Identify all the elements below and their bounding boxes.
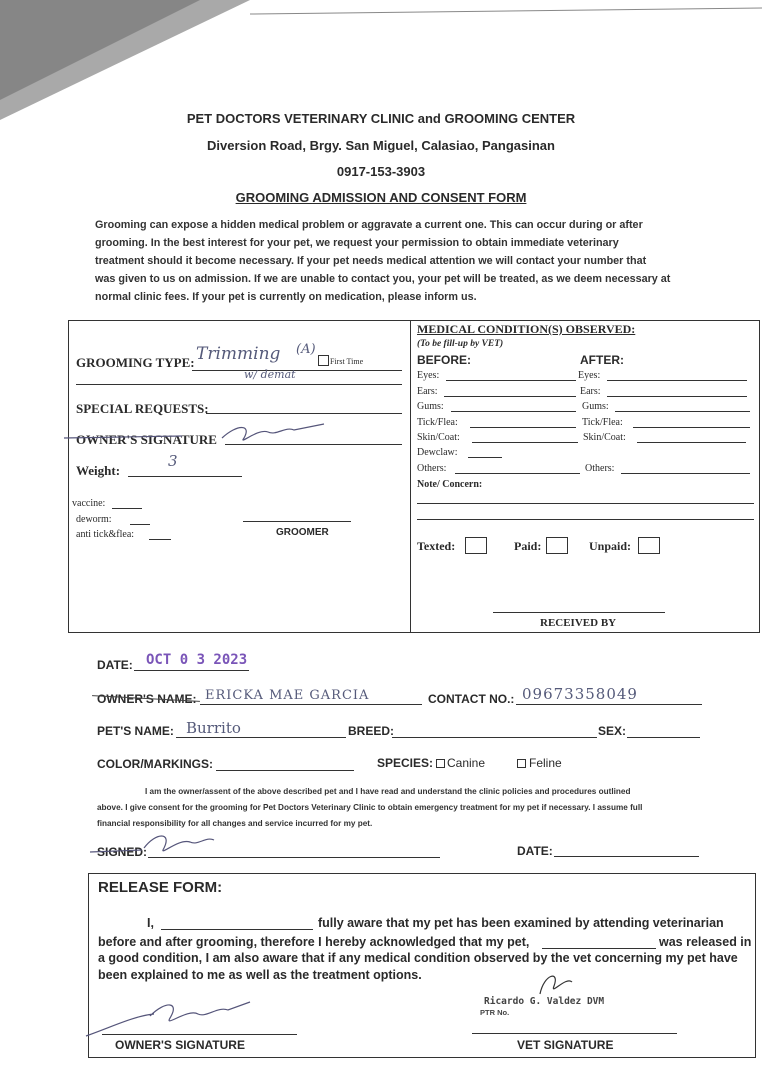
release-title: RELEASE FORM: (98, 879, 223, 896)
first-time-label: First Time (330, 357, 364, 366)
owner-name-value[interactable]: ERICKA MAE GARCIA (205, 688, 370, 703)
grooming-type-value[interactable]: Trimming (196, 344, 281, 364)
owner-name-line (200, 704, 422, 705)
dewclaw-line[interactable] (468, 457, 502, 458)
gums-after-label: Gums: (582, 401, 609, 412)
weight-line (128, 476, 242, 477)
release-line2-a: before and after grooming, therefore I hereby acknowledged that my pet, (98, 935, 530, 949)
after-label: AFTER: (580, 353, 624, 367)
pet-name-value[interactable]: Burrito (186, 719, 241, 737)
color-markings-line[interactable] (216, 770, 354, 771)
box-divider (410, 320, 411, 633)
dewclaw-label: Dewclaw: (417, 447, 458, 458)
weight-value[interactable]: 3 (168, 452, 178, 470)
release-owner-sign-line[interactable] (102, 1034, 297, 1035)
unpaid-label: Unpaid: (589, 539, 632, 553)
date-line (134, 670, 249, 671)
special-requests-label: SPECIAL REQUESTS: (76, 401, 209, 416)
vet-signature-label: VET SIGNATURE (517, 1038, 614, 1052)
consent-line: I am the owner/assent of the above described pet and I have read and understand the clinic policies and procedures outlined (145, 787, 631, 796)
medical-title: MEDICAL CONDITION(S) OBSERVED: (417, 322, 636, 336)
sex-line[interactable] (627, 737, 700, 738)
tickflea-after-line[interactable] (633, 427, 750, 428)
others-before-label: Others: (417, 463, 447, 474)
canine-label: Canine (447, 756, 486, 770)
paid-checkbox[interactable] (546, 537, 568, 554)
note-line-1[interactable] (417, 503, 754, 504)
grooming-type-label: GROOMING TYPE: (76, 355, 195, 370)
vet-stamp-name: Ricardo G. Valdez DVM (484, 996, 605, 1007)
eyes-before-line[interactable] (446, 380, 576, 381)
received-by-label: RECEIVED BY (540, 617, 617, 629)
intro-line: treatment should it become necessary. If your pet needs medical attention we will contact your number that (95, 255, 647, 267)
unpaid-checkbox[interactable] (638, 537, 660, 554)
ears-before-label: Ears: (417, 386, 438, 397)
consent-line: above. I give consent for the grooming for Pet Doctors Veterinary Clinic to obtain emergency treatment for my pet if necessary. I assume full (97, 803, 643, 812)
release-line3: a good condition, I am also aware that if any medical condition observed by the vet concerning my pet have (98, 951, 738, 965)
clinic-address: Diversion Road, Brgy. San Miguel, Calasiao, Pangasinan (207, 138, 555, 153)
vet-sign-line[interactable] (472, 1033, 677, 1034)
note-concern-label: Note/ Concern: (417, 479, 483, 490)
species-label: SPECIES: (377, 756, 434, 770)
release-owner-signature-label: OWNER'S SIGNATURE (115, 1038, 245, 1052)
vet-stamp-prc: PTR No. (480, 1008, 510, 1017)
breed-label: BREED: (348, 724, 395, 738)
intro-paragraph (95, 216, 715, 306)
skincoat-before-label: Skin/Coat: (417, 432, 460, 443)
before-label: BEFORE: (417, 353, 471, 367)
texted-label: Texted: (417, 539, 456, 553)
tickflea-before-label: Tick/Flea: (417, 417, 458, 428)
signed-date-line[interactable] (554, 856, 699, 857)
contact-value[interactable]: 09673358049 (522, 685, 638, 703)
intro-line: normal clinic fees. If your pet is currently on medication, please inform us. (95, 291, 477, 303)
anti-tick-line[interactable] (149, 539, 171, 540)
intro-line: grooming. In the best interest for your pet, we request your permission to obtain immediate veterinary (95, 237, 619, 249)
anti-tick-label: anti tick&flea: (76, 529, 135, 540)
intro-line: Grooming can expose a hidden medical problem or aggravate a current one. This can occur during or after (95, 219, 643, 231)
others-after-line[interactable] (621, 473, 750, 474)
signed-label: SIGNED: (97, 845, 148, 859)
deworm-line[interactable] (130, 524, 150, 525)
intro-line: was given to us on admission. If we are unable to contact you, your pet will be treated, as we deem necessary at (95, 273, 671, 285)
special-requests-line[interactable] (206, 413, 402, 414)
ears-before-line[interactable] (444, 396, 576, 397)
date-label: DATE: (97, 658, 133, 672)
texted-checkbox[interactable] (465, 537, 487, 554)
ears-after-label: Ears: (580, 386, 601, 397)
grooming-type-line (192, 370, 402, 371)
date-value[interactable]: OCT 0 3 2023 (146, 652, 248, 668)
release-name-line[interactable] (161, 929, 313, 930)
owner-signature-scribble (62, 418, 332, 450)
release-line1-a: I, (147, 916, 154, 930)
pet-name-line (176, 737, 346, 738)
gums-before-label: Gums: (417, 401, 444, 412)
received-by-line[interactable] (493, 612, 665, 613)
owner-name-label: OWNER'S NAME: (97, 692, 197, 706)
gums-after-line[interactable] (615, 411, 750, 412)
tickflea-after-label: Tick/Flea: (582, 417, 623, 428)
grooming-type-note: w/ demat (244, 368, 296, 381)
others-before-line[interactable] (455, 473, 580, 474)
feline-checkbox[interactable] (517, 759, 526, 768)
release-line1-b: fully aware that my pet has been examined by attending veterinarian (318, 916, 724, 930)
contact-line (516, 704, 702, 705)
grooming-type-line-2 (76, 384, 402, 385)
form-title: GROOMING ADMISSION AND CONSENT FORM (235, 190, 527, 205)
consent-line: financial responsibility for all changes and service incurred for my pet. (97, 819, 373, 828)
skincoat-after-line[interactable] (637, 442, 746, 443)
eyes-after-line[interactable] (607, 380, 747, 381)
first-time-checkbox[interactable] (318, 355, 329, 366)
clinic-phone: 0917-153-3903 (336, 164, 426, 179)
feline-label: Feline (529, 756, 562, 770)
signed-date-label: DATE: (517, 844, 553, 858)
tickflea-before-line[interactable] (470, 427, 576, 428)
grooming-type-mark: (A) (296, 342, 316, 357)
sex-label: SEX: (598, 724, 627, 738)
skincoat-before-line[interactable] (472, 442, 578, 443)
owner-signature-scribble-2 (86, 826, 226, 862)
vaccine-line[interactable] (112, 508, 142, 509)
others-after-label: Others: (585, 463, 615, 474)
medical-subtitle: (To be fill-up by VET) (417, 339, 504, 349)
eyes-after-label: Eyes: (578, 370, 601, 381)
pet-name-label: PET'S NAME: (97, 724, 174, 738)
ears-after-line[interactable] (607, 396, 747, 397)
consent-paragraph (97, 784, 709, 832)
vaccine-label: vaccine: (72, 498, 106, 509)
canine-checkbox[interactable] (436, 759, 445, 768)
color-markings-label: COLOR/MARKINGS: (97, 757, 213, 771)
breed-line[interactable] (392, 737, 597, 738)
release-line4: been explained to me as well as the treatment options. (98, 968, 422, 982)
eyes-before-label: Eyes: (417, 370, 440, 381)
note-line-2[interactable] (417, 519, 754, 520)
paid-label: Paid: (514, 539, 542, 553)
skincoat-after-label: Skin/Coat: (583, 432, 626, 443)
weight-label: Weight: (76, 463, 121, 478)
clinic-name: PET DOCTORS VETERINARY CLINIC and GROOMING CENTER (186, 111, 576, 126)
gums-before-line[interactable] (451, 411, 576, 412)
groomer-line[interactable] (243, 521, 351, 522)
contact-label: CONTACT NO.: (428, 692, 515, 706)
groomer-label: GROOMER (276, 527, 329, 538)
deworm-label: deworm: (76, 514, 112, 525)
release-line2-b: was released in (659, 935, 752, 949)
owner-signature-label: OWNER'S SIGNATURE (76, 432, 217, 447)
release-pet-line[interactable] (542, 948, 656, 949)
release-owner-signature-scribble (84, 996, 254, 1042)
